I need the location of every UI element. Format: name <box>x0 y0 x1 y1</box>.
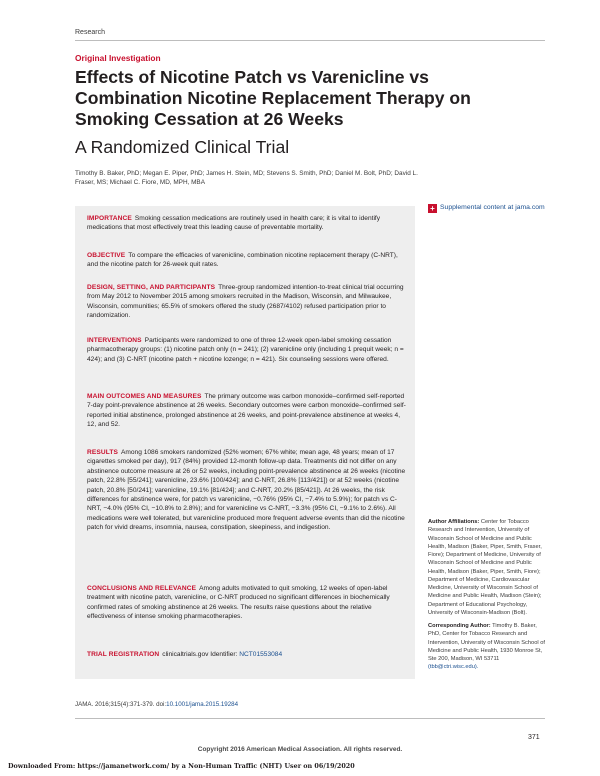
article-title: Effects of Nicotine Patch vs Varenicline vs Combination Nicotine Replacement Therapy on Smoking Cessation at 26 Weeks <box>75 67 471 129</box>
results-text: Among 1086 smokers randomized (52% women; 67% white; mean age, 48 years; mean of 17 cigarettes smoked per day), 917 (84%) provided 12-month follow-up data. Treatments did not differ on any abstinence outcome measure at 26 or 52 weeks, including point-prevalence abstinence at 26 weeks (nicotine patch, 22.8% [55/241]; varenicline, 23.6% [100/424]; and C-NRT, 26.8% [113/421]) or at 52 weeks (nicotine patch, 20.8% [50/241]; varenicline, 19.1% [81/424]; and C-NRT, 20.2% [85/421]). At 26 weeks, the risk differences for abstinence were, for patch vs varenicline, −0.76% (95% CI, −7.4% to 5.9%); for patch vs C-NRT, −4.0% (95% CI, −10.8% to 2.8%); and for varenicline vs C-NRT, −3.3% (95% CI, −9.1% to 2.6%). All medications were well tolerated, but varenicline produced more frequent adverse events than did the nicotine patch for vivid dreams, insomnia, nausea, constipation, sleepiness, and indigestion. <box>87 449 406 532</box>
article-subtitle: A Randomized Clinical Trial <box>75 137 290 157</box>
corresponding-email-link[interactable]: (tbb@ctri.wisc.edu). <box>428 664 479 671</box>
design-text: Three-group randomized intention-to-treat clinical trial occurring from May 2012 to November 2015 among smokers recruited in the Madison, Wisconsin, and Milwaukee, Wisconsin, communities; 65.5% of smokers offered the study (2687/4102) refused participation prior to randomization. <box>87 284 404 320</box>
abstract-outcomes <box>87 392 407 430</box>
abstract-objective <box>87 251 407 270</box>
abstract-interventions <box>87 336 407 364</box>
abstract-importance <box>87 214 407 233</box>
corresponding-text: Timothy B. Baker, PhD, Center for Tobacco Research and Intervention, University of Wisconsin School of Medicine and Public Health, 1930 Monroe St, Ste 200, Madison, WI 53711 <box>428 623 545 662</box>
download-notice: Downloaded From: https://jamanetwork.com/ by a Non-Human Traffic (NHT) User on 06/19/2020 <box>8 762 355 770</box>
affiliations-label: Author Affiliations: <box>428 519 480 525</box>
abstract-conclusions <box>87 584 407 622</box>
corresponding-label: Corresponding Author: <box>428 623 491 629</box>
design-label: DESIGN, SETTING, AND PARTICIPANTS <box>87 284 216 291</box>
interventions-text: Participants were randomized to one of three 12-week open-label smoking cessation pharmacotherapy groups: (1) nicotine patch only (n = 241); (2) varenicline only (including 1 prequit week; n = 424); and (3) C-NRT (nicotine patch + nicotine lozenge; n = 421). Six counseling sessions were offered. <box>87 337 404 363</box>
trial-id-link[interactable]: NCT01553084 <box>239 651 283 658</box>
supplemental-content-text[interactable]: Supplemental content at jama.com <box>440 204 545 211</box>
supplemental-content-link[interactable] <box>428 204 548 213</box>
doi-link[interactable]: 10.1001/jama.2015.19284 <box>166 701 239 708</box>
abstract-registration <box>87 650 407 659</box>
author-list: Timothy B. Baker, PhD; Megan E. Piper, PhD; James H. Stein, MD; Stevens S. Smith, PhD; Daniel M. Bolt, PhD; David L. Fraser, MS; Michael C. Fiore, MD, MPH, MBA <box>75 170 418 187</box>
copyright-notice: Copyright 2016 American Medical Association. All rights reserved. <box>197 746 403 753</box>
abstract-results <box>87 448 407 533</box>
results-label: RESULTS <box>87 449 118 456</box>
section-label: Research <box>75 29 105 36</box>
citation-text: JAMA. 2016;315(4):371-379. doi: <box>75 701 167 708</box>
importance-text: Smoking cessation medications are routinely used in health care; it is vital to identify medications that most effectively treat this leading cause of preventable mortality. <box>87 215 381 232</box>
interventions-label: INTERVENTIONS <box>87 337 142 344</box>
conclusions-label: CONCLUSIONS AND RELEVANCE <box>87 585 197 592</box>
affiliations-text: Center for Tobacco Research and Intervention, University of Wisconsin School of Medicine and Public Health, Madison (Baker, Piper, Smith, Fraser, Fiore); Department of Medicine, University of Wisconsin School of Medicine and Public Health, Madison (Baker, Piper, Smith, Fiore); Department of Medicine, Cardiovascular Medicine, University of Wisconsin School of Medicine and Public Health, Madison (Stein); Department of Educational Psychology, University of Wisconsin-Madison (Bolt). <box>428 519 542 616</box>
outcomes-text: The primary outcome was carbon monoxide–confirmed self-reported 7-day point-prevalence abstinence at 26 weeks. Secondary outcomes were carbon monoxide–confirmed self-reported initial abstinence, prolonged abstinence at 26 weeks, and point-prevalence abstinence at weeks 4, 12, and 52. <box>87 393 406 429</box>
plus-icon: + <box>428 204 437 213</box>
objective-label: OBJECTIVE <box>87 252 126 259</box>
author-affiliations <box>428 518 546 617</box>
citation <box>75 701 415 708</box>
registration-label: TRIAL REGISTRATION <box>87 651 160 658</box>
registration-text: clinicaltrials.gov Identifier: <box>162 651 238 658</box>
conclusions-text: Among adults motivated to quit smoking, 12 weeks of open-label treatment with nicotine patch, varenicline, or C-NRT produced no significant differences in biochemically confirmed rates of smoking abstinence at 26 weeks. The results raise questions about the relative effectiveness of intense smoking pharmacotherapies. <box>87 585 390 621</box>
footer-divider <box>75 718 545 719</box>
importance-label: IMPORTANCE <box>87 215 132 222</box>
corresponding-author <box>428 622 546 672</box>
page-number: 371 <box>528 734 540 741</box>
abstract-box <box>75 206 415 679</box>
abstract-design <box>87 283 407 321</box>
header-divider <box>75 40 545 41</box>
outcomes-label: MAIN OUTCOMES AND MEASURES <box>87 393 202 400</box>
article-type-label: Original Investigation <box>75 53 161 63</box>
objective-text: To compare the efficacies of varenicline, combination nicotine replacement therapy (C-NRT), and the nicotine patch for 26-week quit rates. <box>87 252 398 269</box>
